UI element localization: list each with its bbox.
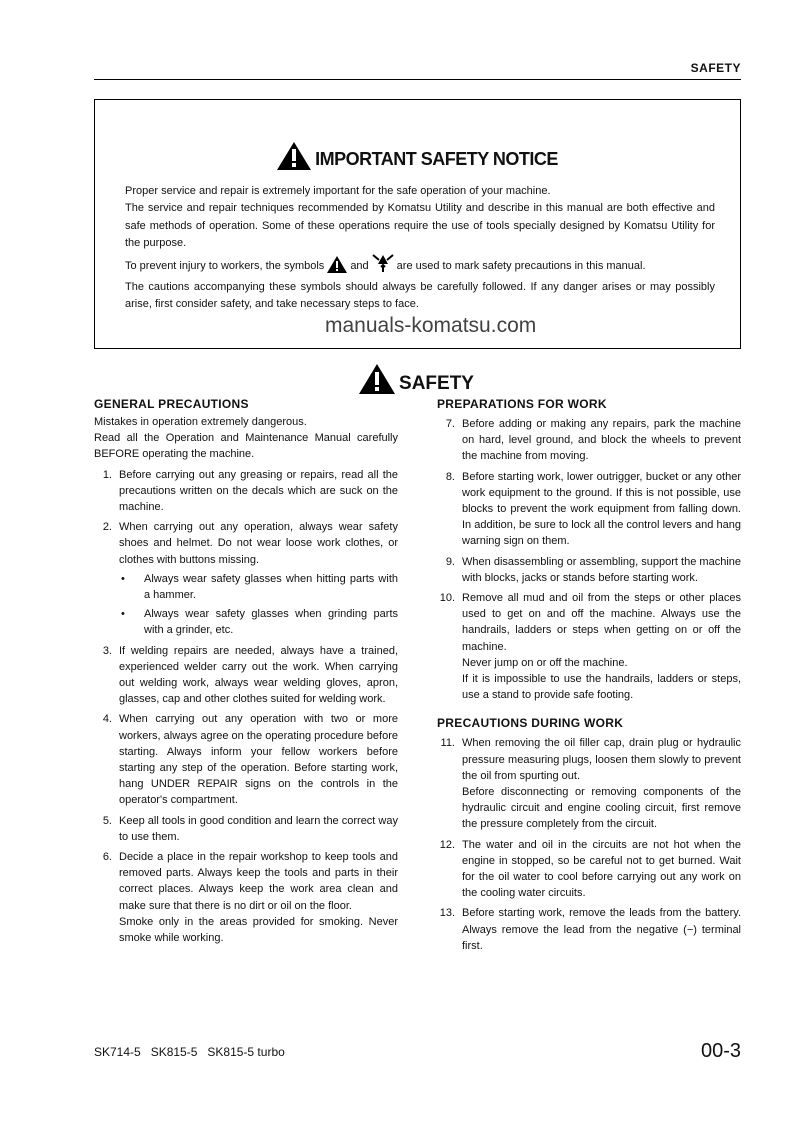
list-item xyxy=(437,735,741,832)
right-column xyxy=(437,396,741,954)
list-item xyxy=(437,554,741,586)
important-safety-notice-box xyxy=(94,99,741,349)
notice-title-text: IMPORTANT SAFETY NOTICE xyxy=(315,149,558,169)
list-item xyxy=(437,469,741,550)
notice-text: To prevent injury to workers, the symbols xyxy=(125,259,325,272)
item-number: 6. xyxy=(102,851,112,864)
item-text: If welding repairs are needed, always have a trained, experienced welder carry out the work. When carrying out welding work, always wear welding gloves, apron, glasses, cap and other clothes suited for welding work. xyxy=(119,644,398,706)
list-item xyxy=(94,813,398,845)
intro-text: Mistakes in operation extremely dangerous. xyxy=(94,416,307,428)
item-number: 4. xyxy=(102,713,112,726)
bullet: • xyxy=(121,608,125,621)
item-text: Never jump on or off the machine. xyxy=(462,656,628,669)
item-text: Before carrying out any greasing or repairs, read all the precautions written on the decals which are suck on the machine. xyxy=(119,468,398,514)
item-text: Before disconnecting or removing components of the hydraulic circuit and engine cooling circuit, first remove the pressure completely from the circuit. xyxy=(462,786,741,831)
item-text: The water and oil in the circuits are not hot when the engine in stopped, so be careful not to get burned. Wait for the oil water to cool before carrying out any work on the cooling water circuits. xyxy=(462,838,741,900)
item-text: Smoke only in the areas provided for smoking. Never smoke while working. xyxy=(119,915,398,945)
item-number: 1. xyxy=(102,468,112,481)
notice-title xyxy=(95,142,740,170)
section-header: SAFETY xyxy=(690,61,741,75)
footer-models: SK714-5 SK815-5 SK815-5 turbo xyxy=(94,1045,285,1059)
item-text: Remove all mud and oil from the steps or other places used to get on and off the machine. Always use the handrails, ladders or steps when getting on or off the machine. xyxy=(462,592,741,653)
list-item xyxy=(94,643,398,708)
item-text: Keep all tools in good condition and learn the correct way to use them. xyxy=(119,814,398,843)
notice-text: are used to mark safety precautions in this manual. xyxy=(396,259,646,272)
intro-text: Read all the Operation and Maintenance Manual carefully BEFORE operating the machine. xyxy=(94,432,398,461)
bullet: • xyxy=(121,572,125,585)
list-item xyxy=(94,467,398,516)
list-item xyxy=(94,849,398,946)
item-number: 2. xyxy=(102,521,112,534)
item-text: When carrying out any operation, always wear safety shoes and helmet. Do not wear loose work clothes, or clothes with buttons missing. xyxy=(119,521,398,566)
item-number: 9. xyxy=(445,555,455,568)
caution-arrows-icon xyxy=(372,253,394,273)
safety-title xyxy=(0,364,793,395)
item-number: 13. xyxy=(439,907,455,920)
warning-triangle-icon xyxy=(359,364,395,394)
list-item xyxy=(94,711,398,808)
section-heading: PRECAUTIONS DURING WORK xyxy=(437,716,624,731)
safety-title-text: SAFETY xyxy=(399,373,474,394)
item-text: Before starting work, lower outrigger, bucket or any other work equipment to the ground. If this is not possible, use blocks to prevent the work equipment from falling down. In addition, be sure to lock all the control levers and hang warning sign on them. xyxy=(462,470,741,548)
bullet-text: Always wear safety glasses when hitting parts with a hammer. xyxy=(144,572,398,602)
item-text: Before starting work, remove the leads from the battery. Always remove the lead from the negative (−) terminal first. xyxy=(462,907,741,952)
section-heading: PREPARATIONS FOR WORK xyxy=(437,397,607,411)
notice-paragraph: The service and repair techniques recommended by Komatsu Utility and describe in this manual are both effective and safe methods of operation. Some of these operations require the use of tools specially designed by Komatsu Utility for the purpose. xyxy=(125,202,715,250)
watermark: manuals-komatsu.com xyxy=(325,314,537,337)
bullet-text: Always wear safety glasses when grinding parts with a grinder, etc. xyxy=(144,608,398,637)
bullet-item xyxy=(119,571,398,603)
item-text: Before adding or making any repairs, park the machine on hard, level ground, and block the wheels to prevent the machine from moving. xyxy=(462,418,741,463)
warning-triangle-icon xyxy=(327,256,347,273)
item-number: 12. xyxy=(439,838,455,851)
page-number: 00-3 xyxy=(700,1040,741,1062)
notice-text: and xyxy=(350,259,369,272)
item-text: Decide a place in the repair workshop to keep tools and removed parts. Always keep the tools and parts in their correct places. Always keep the work area clean and make sure that there is no dirt or oil on the floor. xyxy=(119,851,398,912)
left-column xyxy=(94,396,398,946)
item-number: 3. xyxy=(102,644,112,657)
item-text: If it is impossible to use the handrails, ladders or steps, use a stand to provide safe footing. xyxy=(462,673,741,702)
item-number: 5. xyxy=(102,814,112,827)
item-number: 8. xyxy=(445,470,455,483)
section-heading: GENERAL PRECAUTIONS xyxy=(94,397,249,411)
list-item xyxy=(437,590,741,703)
notice-paragraph: Proper service and repair is extremely important for the safe operation of your machine. xyxy=(125,185,551,197)
list-item xyxy=(94,519,398,638)
list-item xyxy=(437,837,741,902)
notice-body xyxy=(125,183,715,314)
list-item xyxy=(437,416,741,465)
item-number: 11. xyxy=(440,737,455,750)
notice-paragraph xyxy=(125,253,715,279)
item-text: When carrying out any operation with two or more workers, always agree on the operating procedure before starting. Always inform your fellow workers before starting any step of the operation. Before starting work, hang UNDER REPAIR signs on the controls in the operator's compartment. xyxy=(119,713,398,807)
header-rule xyxy=(94,79,741,80)
item-text: When disassembling or assembling, support the machine with blocks, jacks or stands before starting work. xyxy=(462,555,741,584)
item-text: When removing the oil filler cap, drain plug or hydraulic pressure measuring plugs, loosen them slowly to prevent the oil from spurting out. xyxy=(462,737,741,782)
item-number: 7. xyxy=(445,418,455,430)
bullet-item xyxy=(119,606,398,638)
item-number: 10. xyxy=(439,592,455,605)
warning-triangle-icon xyxy=(277,142,311,170)
list-item xyxy=(437,905,741,954)
notice-paragraph: The cautions accompanying these symbols should always be carefully followed. If any danger arises or may possibly arise, first consider safety, and take necessary steps to face. xyxy=(125,281,715,311)
